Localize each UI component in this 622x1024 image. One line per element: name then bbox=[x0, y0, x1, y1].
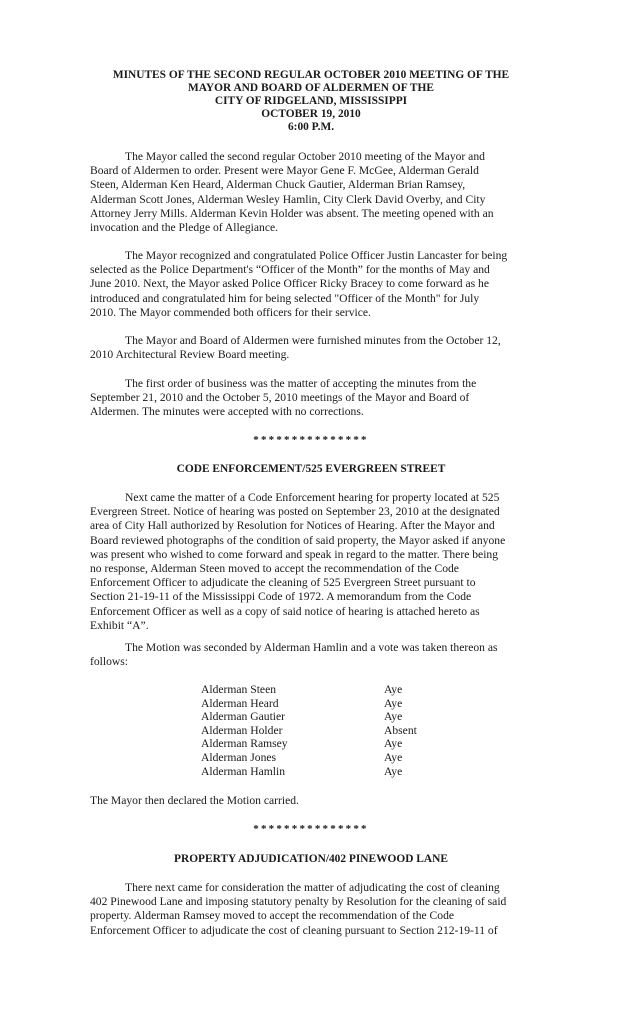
text-line: Exhibit “A”. bbox=[90, 618, 149, 632]
vote-alderman-name: Alderman Holder bbox=[201, 723, 283, 737]
vote-row bbox=[201, 724, 464, 738]
text-line: follows: bbox=[90, 655, 129, 669]
paragraph-code-enforcement-hearing bbox=[90, 491, 550, 633]
paragraph-review-board-minutes bbox=[90, 334, 550, 362]
text-line: introduced and congratulated him for being selected "Officer of the Month" for July bbox=[90, 291, 480, 305]
text-line: 2010. The Mayor commended both officers for their service. bbox=[90, 305, 371, 319]
vote-value: Aye bbox=[384, 737, 403, 751]
text-line: Board of Aldermen to order. Present were Mayor Gene F. McGee, Alderman Gerald bbox=[90, 164, 479, 178]
text-line: Aldermen. The minutes were accepted with no corrections. bbox=[90, 405, 364, 419]
title-line: 6:00 P.M. bbox=[287, 121, 335, 133]
vote-alderman-name: Alderman Gautier bbox=[201, 710, 286, 724]
title-line: MAYOR AND BOARD OF ALDERMEN OF THE bbox=[188, 82, 434, 94]
text-line: The Mayor and Board of Aldermen were furnished minutes from the October 12, bbox=[125, 334, 501, 347]
section-heading-property-adjudication: PROPERTY ADJUDICATION/402 PINEWOOD LANE bbox=[174, 853, 448, 865]
vote-value: Absent bbox=[384, 723, 417, 737]
vote-value: Aye bbox=[384, 696, 403, 710]
text-line: Board reviewed photographs of the condition of said property, the Mayor asked if anyone bbox=[90, 533, 506, 547]
text-line: Section 21-19-11 of the Mississippi Code of 1972. A memorandum from the Code bbox=[90, 590, 472, 604]
text-line: area of City Hall authorized by Resolution for Notices of Hearing. After the Mayor and bbox=[90, 519, 495, 533]
paragraph-accepting-minutes bbox=[90, 377, 550, 420]
paragraph-motion-carried bbox=[90, 794, 550, 808]
vote-row bbox=[201, 697, 464, 711]
vote-alderman-name: Alderman Ramsey bbox=[201, 737, 288, 751]
vote-row bbox=[201, 765, 464, 779]
text-line: 402 Pinewood Lane and imposing statutory penalty by Resolution for the cleaning of said bbox=[90, 895, 507, 909]
text-line: was present who wished to come forward and speak in regard to the matter. There being bbox=[90, 547, 499, 561]
title-line: OCTOBER 19, 2010 bbox=[261, 108, 361, 120]
text-line: Steen, Alderman Ken Heard, Alderman Chuck Gautier, Alderman Brian Ramsey, bbox=[90, 178, 466, 192]
text-line: The first order of business was the matter of accepting the minutes from the bbox=[125, 377, 477, 390]
vote-row bbox=[201, 710, 464, 724]
text-line: September 21, 2010 and the October 5, 2010 meetings of the Mayor and Board of bbox=[90, 391, 470, 405]
text-line: There next came for consideration the matter of adjudicating the cost of cleaning bbox=[125, 881, 500, 894]
vote-value: Aye bbox=[384, 683, 403, 696]
text-line: Next came the matter of a Code Enforcement hearing for property located at 525 bbox=[125, 491, 500, 504]
text-line: selected as the Police Department's “Officer of the Month” for the months of May and bbox=[90, 263, 490, 277]
section-heading-code-enforcement: CODE ENFORCEMENT/525 EVERGREEN STREET bbox=[176, 463, 446, 475]
vote-row bbox=[201, 737, 464, 751]
vote-alderman-name: Alderman Jones bbox=[201, 750, 277, 764]
paragraph-property-adjudication bbox=[90, 881, 550, 938]
text-line: June 2010. Next, the Mayor asked Police Officer Ricky Bracey to come forward as he bbox=[90, 277, 489, 291]
text-line: property. Alderman Ramsey moved to accept the recommendation of the Code bbox=[90, 909, 455, 923]
vote-value: Aye bbox=[384, 764, 403, 778]
vote-alderman-name: Alderman Heard bbox=[201, 696, 279, 710]
text-line: Enforcement Officer as well as a copy of said notice of hearing is attached hereto as bbox=[90, 604, 480, 618]
text-line: The Mayor recognized and congratulated Police Officer Justin Lancaster for being bbox=[125, 249, 508, 262]
text-line: The Motion was seconded by Alderman Hamlin and a vote was taken thereon as bbox=[125, 641, 498, 654]
text-line: The Mayor then declared the Motion carried. bbox=[90, 794, 299, 807]
vote-table bbox=[201, 683, 464, 778]
paragraph-motion-seconded bbox=[90, 641, 550, 669]
vote-value: Aye bbox=[384, 710, 403, 724]
text-line: invocation and the Pledge of Allegiance. bbox=[90, 221, 279, 235]
text-line: 2010 Architectural Review Board meeting. bbox=[90, 348, 290, 362]
vote-alderman-name: Alderman Steen bbox=[201, 683, 277, 696]
section-separator: *************** bbox=[253, 823, 369, 835]
title-line: MINUTES OF THE SECOND REGULAR OCTOBER 2010 MEETING OF THE bbox=[112, 69, 510, 81]
vote-alderman-name: Alderman Hamlin bbox=[201, 764, 286, 778]
text-line: Attorney Jerry Mills. Alderman Kevin Holder was absent. The meeting opened with an bbox=[90, 206, 494, 220]
text-line: Enforcement Officer to adjudicate the cleaning of 525 Evergreen Street pursuant to bbox=[90, 576, 476, 590]
text-line: Alderman Scott Jones, Alderman Wesley Hamlin, City Clerk David Overby, and City bbox=[90, 192, 486, 206]
vote-row bbox=[201, 751, 464, 765]
text-line: The Mayor called the second regular October 2010 meeting of the Mayor and bbox=[125, 150, 485, 163]
vote-row bbox=[201, 683, 464, 697]
text-line: no response, Alderman Steen moved to accept the recommendation of the Code bbox=[90, 562, 459, 576]
paragraph-meeting-called bbox=[90, 150, 550, 235]
title-line: CITY OF RIDGELAND, MISSISSIPPI bbox=[214, 95, 408, 107]
text-line: Enforcement Officer to adjudicate the cost of cleaning pursuant to Section 212-19-11 of bbox=[90, 923, 498, 937]
paragraph-officer-recognition bbox=[90, 249, 550, 320]
section-separator: *************** bbox=[253, 434, 369, 446]
document-title bbox=[60, 69, 562, 134]
vote-value: Aye bbox=[384, 750, 403, 764]
text-line: Evergreen Street. Notice of hearing was posted on September 23, 2010 at the designated bbox=[90, 505, 500, 519]
